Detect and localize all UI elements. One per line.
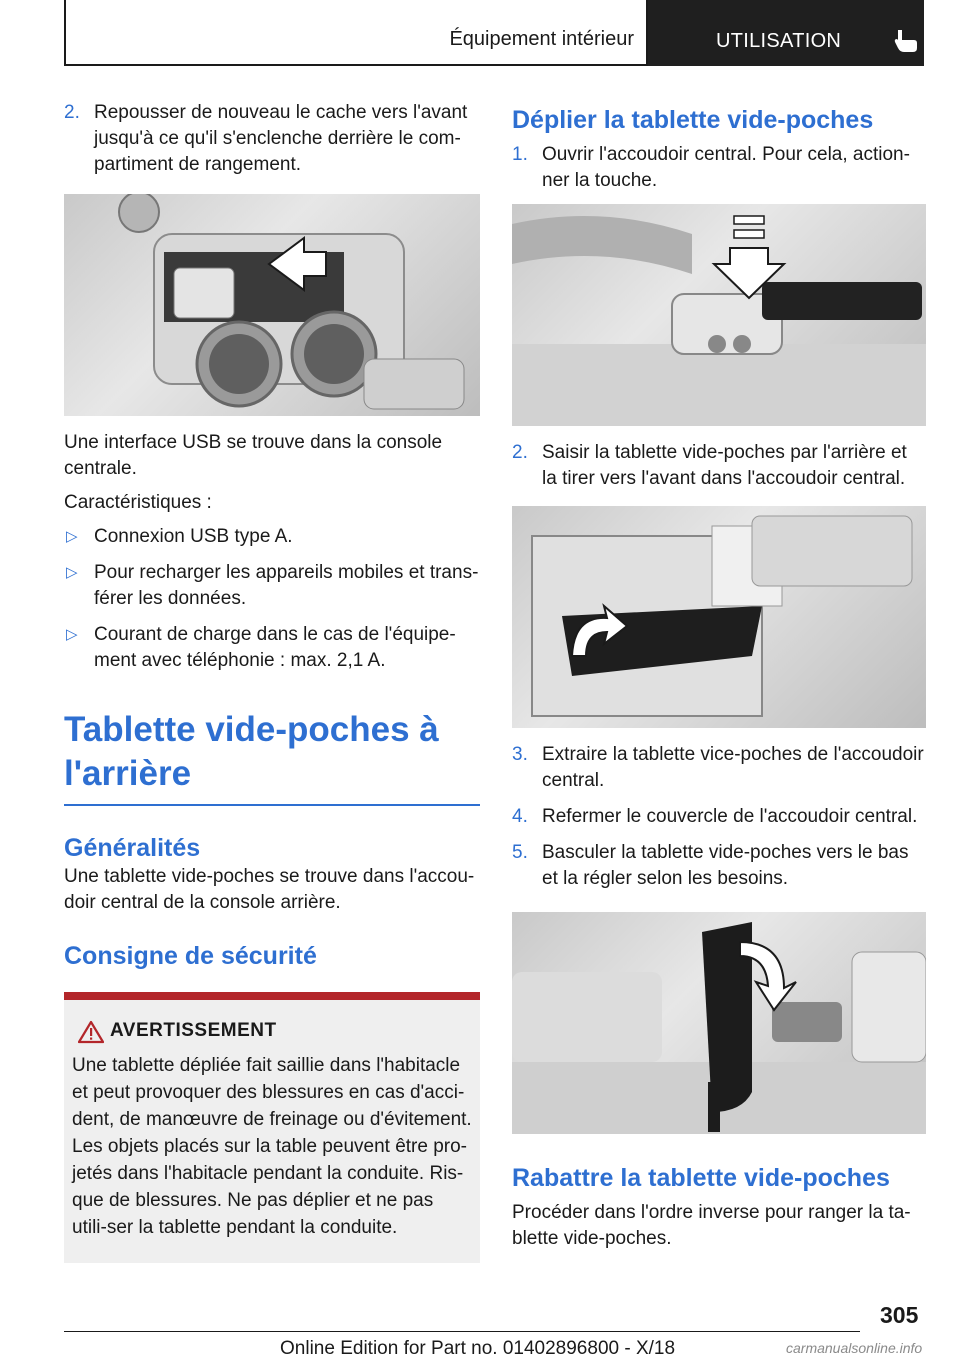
warning-bar bbox=[64, 992, 480, 1000]
footer-edition: Online Edition for Part no. 01402896800 - X/18 bbox=[280, 1338, 676, 1359]
bullet-text: Courant de charge dans le cas de l'équipe-ment avec téléphonie : max. 2,1 A. bbox=[94, 624, 456, 671]
page-header bbox=[0, 0, 960, 66]
usb-paragraph: Une interface USB se trouve dans la console centrale. bbox=[64, 432, 443, 479]
warning-triangle-icon bbox=[78, 1020, 104, 1044]
section-heading: Tablette vide-poches à l'arrière bbox=[64, 710, 439, 793]
triangle-bullet-icon: ▷ bbox=[66, 564, 78, 581]
step-number: 5. bbox=[512, 842, 528, 863]
step-text: Basculer la tablette vide-poches vers le bas et la régler selon les besoins. bbox=[542, 842, 909, 889]
step-2-left bbox=[64, 100, 480, 178]
bullet-item bbox=[64, 560, 480, 612]
header-chapter-tab bbox=[648, 0, 924, 66]
triangle-bullet-icon: ▷ bbox=[66, 626, 78, 643]
header-divider-left bbox=[64, 0, 66, 66]
step-text: Repousser de nouveau le cache vers l'avant jusqu'à ce qu'il s'enclenche derrière le com-partiment de rangement. bbox=[94, 102, 468, 175]
page-number: 305 bbox=[880, 1302, 919, 1328]
triangle-bullet-icon: ▷ bbox=[66, 528, 78, 545]
footer-rule bbox=[64, 1331, 860, 1332]
bullet-text: Connexion USB type A. bbox=[94, 526, 293, 547]
subheading-unfold: Déplier la tablette vide-poches bbox=[512, 106, 874, 134]
header-section-title: Équipement intérieur bbox=[449, 28, 634, 50]
features-label: Caractéristiques : bbox=[64, 492, 212, 513]
bullet-item bbox=[64, 622, 480, 674]
figure-usb-console bbox=[64, 194, 480, 416]
step-1 bbox=[512, 142, 926, 194]
warning-box bbox=[64, 992, 480, 1263]
step-number: 3. bbox=[512, 744, 528, 765]
heading-rule bbox=[64, 804, 480, 806]
figure-armrest-button bbox=[512, 204, 926, 426]
subheading-general: Généralités bbox=[64, 834, 201, 862]
subheading-safety: Consigne de sécurité bbox=[64, 942, 317, 970]
header-chapter-label: UTILISATION bbox=[716, 30, 842, 52]
left-column bbox=[64, 100, 480, 1263]
step-text: Saisir la tablette vide-poches par l'arrière et la tirer vers l'avant dans l'accoudoir central. bbox=[542, 442, 907, 489]
step-text: Extraire la tablette vice-poches de l'accoudoir central. bbox=[542, 744, 924, 791]
step-2 bbox=[512, 440, 926, 492]
step-number: 1. bbox=[512, 144, 528, 165]
step-3 bbox=[512, 742, 926, 794]
bullet-item bbox=[64, 524, 480, 550]
figure-tray-pull bbox=[512, 506, 926, 728]
step-5 bbox=[512, 840, 926, 892]
step-number: 2. bbox=[512, 442, 528, 463]
figure-tray-tilt bbox=[512, 912, 926, 1134]
fold-paragraph: Procéder dans l'ordre inverse pour ranger la ta-blette vide-poches. bbox=[512, 1202, 911, 1249]
general-paragraph: Une tablette vide-poches se trouve dans l'accou-doir central de la console arrière. bbox=[64, 866, 475, 913]
warning-text: Une tablette dépliée fait saillie dans l'habitacle et peut provoquer des blessures en cas d'acci-dent, de manœuvre de freinage ou d'évitement. Les objets placés sur la table peuvent être pro-jetés dans l'habitacle pendant la conduite. Ris-que de blessures. Ne pas déplier et ne pas utili-ser la tablette pendant la conduite. bbox=[72, 1055, 472, 1238]
bullet-text: Pour recharger les appareils mobiles et trans-férer les données. bbox=[94, 562, 479, 609]
subheading-fold: Rabattre la tablette vide-poches bbox=[512, 1164, 890, 1192]
footer-watermark-logo: carmanualsonline.info bbox=[786, 1340, 923, 1356]
right-column bbox=[512, 100, 926, 1260]
warning-title-text: AVERTISSEMENT bbox=[110, 1020, 277, 1041]
step-text: Refermer le couvercle de l'accoudoir central. bbox=[542, 806, 918, 827]
warning-title bbox=[64, 1000, 480, 1046]
step-4 bbox=[512, 804, 926, 830]
pointing-hand-icon bbox=[892, 26, 920, 54]
step-text: Ouvrir l'accoudoir central. Pour cela, action-ner la touche. bbox=[542, 144, 910, 191]
step-number: 4. bbox=[512, 806, 528, 827]
step-number: 2. bbox=[64, 102, 80, 123]
